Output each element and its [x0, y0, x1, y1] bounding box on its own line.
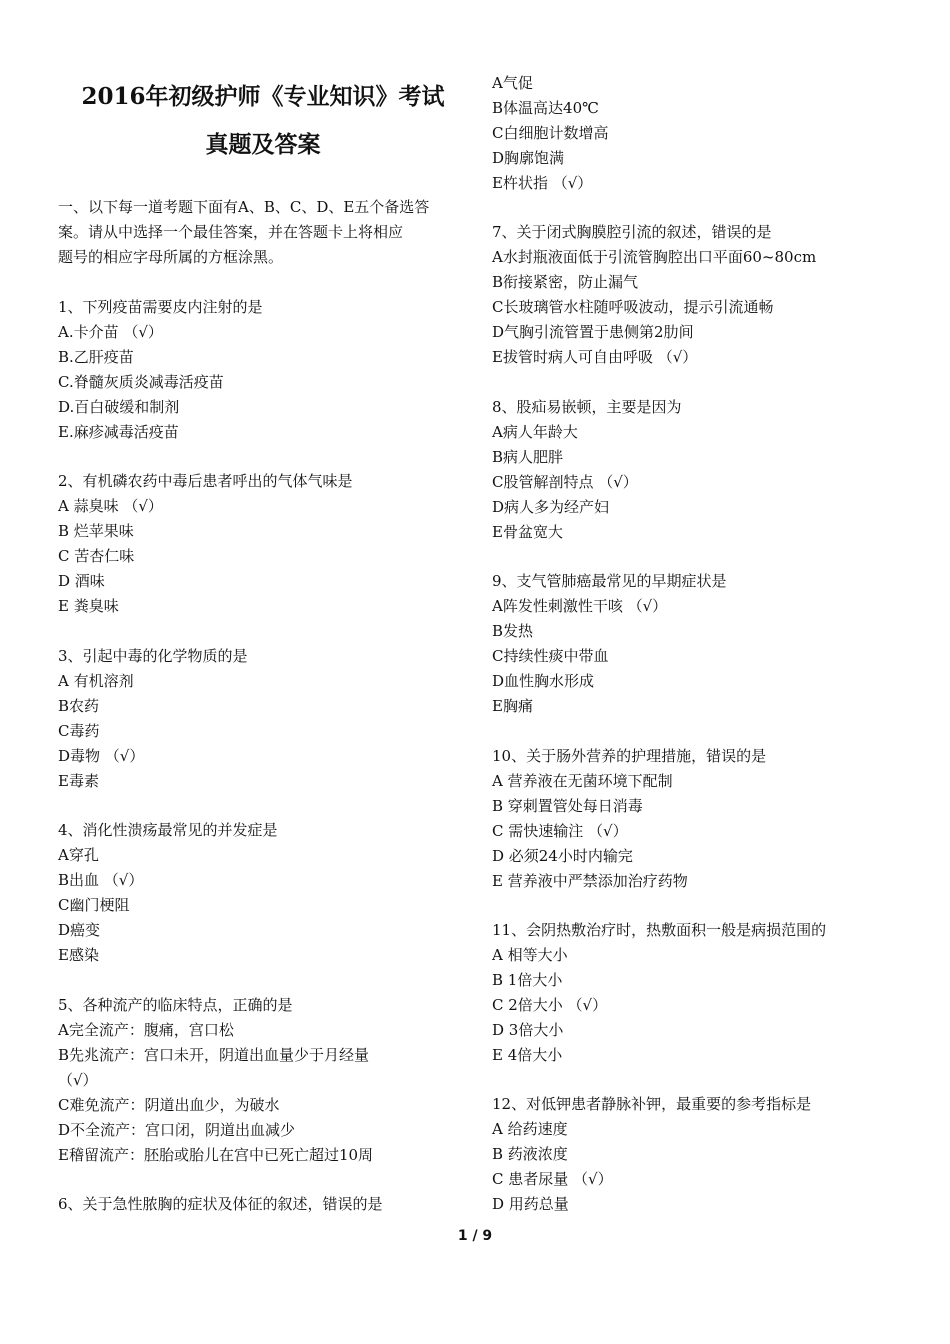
- answer-option: C毒药: [58, 722, 100, 740]
- answer-option: A水封瓶液面低于引流管胸腔出口平面60~80cm: [492, 248, 817, 266]
- answer-option: A.卡介苗 （√）: [58, 323, 163, 341]
- answer-option: C.脊髓灰质炎减毒活疫苗: [58, 373, 224, 391]
- answer-option: D不全流产：宫口闭，阴道出血减少: [58, 1121, 296, 1139]
- answer-option: B 烂苹果味: [58, 522, 134, 540]
- answer-option: B 药液浓度: [492, 1145, 568, 1163]
- answer-option: B发热: [492, 622, 534, 640]
- question-text: 10、关于肠外营养的护理措施，错误的是: [492, 747, 767, 765]
- answer-option: A完全流产：腹痛，宫口松: [58, 1021, 234, 1039]
- question-text: 12、对低钾患者静脉补钾，最重要的参考指标是: [492, 1095, 812, 1113]
- answer-option: B农药: [58, 697, 100, 715]
- answer-option: D气胸引流管置于患侧第2肋间: [492, 323, 694, 341]
- answer-option: D血性胸水形成: [492, 672, 595, 690]
- answer-option: A穿孔: [58, 846, 99, 864]
- answer-option: A气促: [492, 74, 533, 92]
- answer-option: （√）: [58, 1071, 98, 1089]
- answer-option: C难免流产：阴道出血少，为破水: [58, 1096, 280, 1114]
- answer-option: E 营养液中严禁添加治疗药物: [492, 872, 688, 890]
- answer-option: E毒素: [58, 772, 99, 790]
- question-text: 1、下列疫苗需要皮内注射的是: [58, 298, 263, 316]
- question-text: 8、股疝易嵌顿，主要是因为: [492, 398, 682, 416]
- answer-option: B病人肥胖: [492, 448, 564, 466]
- answer-option: C股管解剖特点 （√）: [492, 473, 638, 491]
- answer-option: E胸痛: [492, 697, 533, 715]
- answer-option: B先兆流产：宫口未开，阴道出血量少于月经量: [58, 1046, 370, 1064]
- answer-option: C持续性痰中带血: [492, 647, 609, 665]
- document-subtitle: 真题及答案: [205, 131, 321, 158]
- answer-option: D.百白破缓和制剂: [58, 398, 180, 416]
- page-number: 1 / 9: [457, 1228, 493, 1244]
- answer-option: D胸廓饱满: [492, 149, 565, 167]
- answer-option: E杵状指 （√）: [492, 174, 593, 192]
- answer-option: B 穿刺置管处每日消毒: [492, 797, 643, 815]
- answer-option: B衔接紧密，防止漏气: [492, 273, 639, 291]
- answer-option: C 苦杏仁味: [58, 547, 135, 565]
- answer-option: B 1倍大小: [492, 971, 563, 989]
- answer-option: C白细胞计数增高: [492, 124, 609, 142]
- instruction-text: 案。请从中选择一个最佳答案，并在答题卡上将相应: [58, 223, 404, 241]
- answer-option: E骨盆宽大: [492, 523, 563, 541]
- answer-option: A 蒜臭味 （√）: [58, 497, 163, 515]
- answer-option: E 粪臭味: [58, 597, 119, 615]
- answer-option: E拔管时病人可自由呼吸 （√）: [492, 348, 698, 366]
- answer-option: A 相等大小: [492, 946, 568, 964]
- answer-option: D毒物 （√）: [58, 747, 145, 765]
- answer-option: D 酒味: [58, 572, 105, 590]
- answer-option: A阵发性刺激性干咳 （√）: [492, 597, 668, 615]
- answer-option: D癌变: [58, 921, 101, 939]
- answer-option: A 有机溶剂: [58, 672, 134, 690]
- instruction-text: 一、以下每一道考题下面有A、B、C、D、E五个备选答: [58, 198, 430, 216]
- answer-option: A 营养液在无菌环境下配制: [492, 772, 673, 790]
- answer-option: C 2倍大小 （√）: [492, 996, 608, 1014]
- answer-option: C 患者尿量 （√）: [492, 1170, 613, 1188]
- answer-option: D病人多为经产妇: [492, 498, 610, 516]
- answer-option: C 需快速输注 （√）: [492, 822, 628, 840]
- question-text: 5、各种流产的临床特点，正确的是: [58, 996, 293, 1014]
- question-text: 7、关于闭式胸膜腔引流的叙述，错误的是: [492, 223, 772, 241]
- answer-option: B.乙肝疫苗: [58, 348, 134, 366]
- answer-option: C长玻璃管水柱随呼吸波动，提示引流通畅: [492, 298, 774, 316]
- answer-option: B出血 （√）: [58, 871, 144, 889]
- question-text: 9、支气管肺癌最常见的早期症状是: [492, 572, 727, 590]
- answer-option: E稽留流产：胚胎或胎儿在宫中已死亡超过10周: [58, 1146, 374, 1164]
- instruction-text: 题号的相应字母所属的方框涂黑。: [58, 248, 284, 266]
- answer-option: D 必须24小时内输完: [492, 847, 633, 865]
- answer-option: D 3倍大小: [492, 1021, 564, 1039]
- answer-option: E.麻疹减毒活疫苗: [58, 423, 179, 441]
- answer-option: E感染: [58, 946, 99, 964]
- question-text: 3、引起中毒的化学物质的是: [58, 647, 248, 665]
- answer-option: A病人年龄大: [492, 423, 578, 441]
- question-text: 2、有机磷农药中毒后患者呼出的气体气味是: [58, 472, 353, 490]
- answer-option: A 给药速度: [492, 1120, 568, 1138]
- answer-option: B体温高达40℃: [492, 99, 599, 117]
- question-text: 6、关于急性脓胸的症状及体征的叙述，错误的是: [58, 1195, 383, 1213]
- question-text: 4、消化性溃疡最常见的并发症是: [58, 821, 278, 839]
- answer-option: D 用药总量: [492, 1195, 569, 1213]
- question-text: 11、会阴热敷治疗时，热敷面积一般是病损范围的: [492, 921, 827, 939]
- document-title: 2016年初级护师《专业知识》考试: [81, 83, 445, 110]
- answer-option: C幽门梗阻: [58, 896, 130, 914]
- answer-option: E 4倍大小: [492, 1046, 563, 1064]
